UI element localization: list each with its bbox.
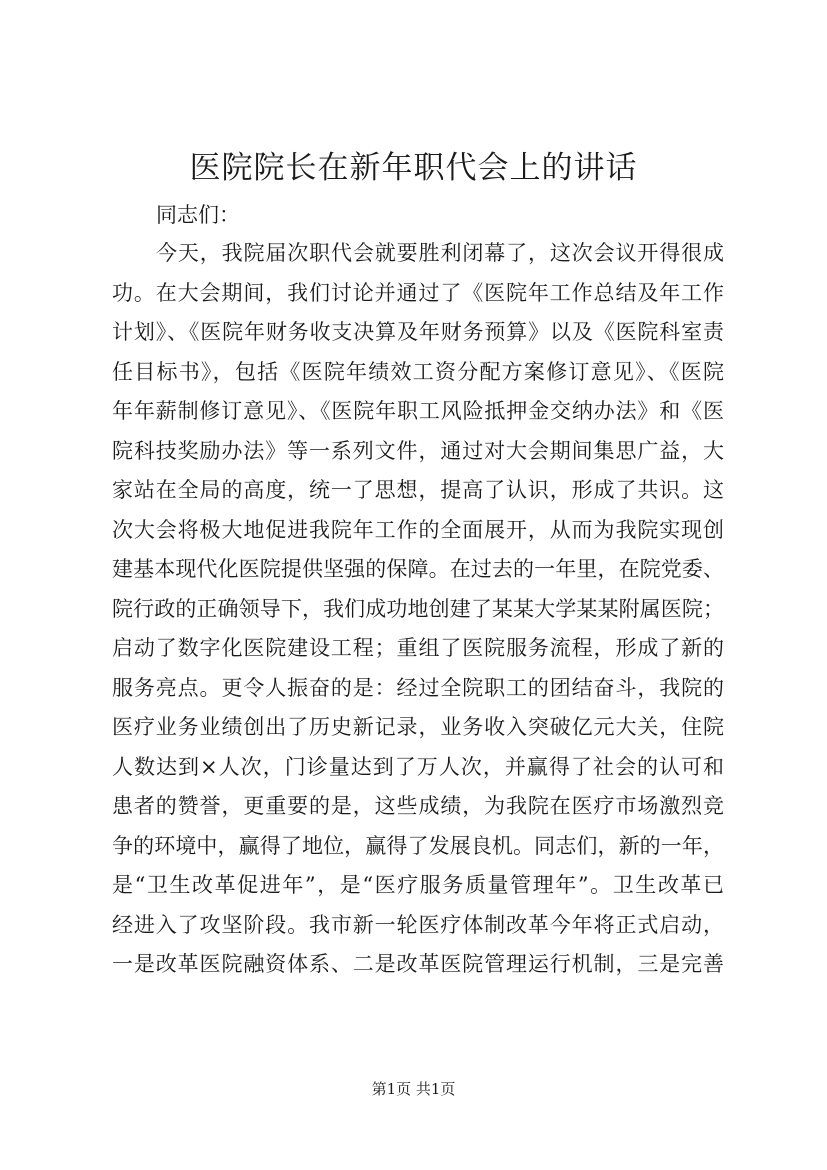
body-line: 启动了数字化医院建设工程；重组了医院服务流程，形成了新的 — [112, 636, 724, 660]
body-line: 院行政的正确领导下，我们成功地创建了某某大学某某附属医院； — [112, 596, 724, 621]
body-line: 医疗业务业绩创出了历史新记录，业务收入突破亿元大关，住院 — [112, 715, 724, 739]
body-line: 年年薪制修订意见》、《医院年职工风险抵押金交纳办法》和《医 — [112, 399, 724, 423]
greeting-text: 同志们： — [156, 203, 240, 227]
body-line: 患者的赞誉，更重要的是，这些成绩，为我院在医疗市场激烈竞 — [112, 794, 724, 818]
page-footer: 第1页 共1页 — [371, 1080, 456, 1098]
body-line: 次大会将极大地促进我院年工作的全面展开，从而为我院实现创 — [112, 517, 724, 542]
body-line: 一是改革医院融资体系、二是改革医院管理运行机制，三是完善 — [112, 952, 724, 976]
body-line: 院科技奖励办法》等一系列文件，通过对大会期间集思广益，大 — [112, 438, 724, 463]
body-line: 争的环境中，赢得了地位，赢得了发展良机。同志们，新的一年， — [112, 833, 724, 858]
document-title: 医院院长在新年职代会上的讲话 — [189, 150, 638, 186]
body-line: 家站在全局的高度，统一了思想，提高了认识，形成了共识。这 — [112, 478, 724, 502]
body-line: 服务亮点。更令人振奋的是：经过全院职工的团结奋斗，我院的 — [112, 675, 724, 700]
body-line: 任目标书》，包括《医院年绩效工资分配方案修订意见》、《医院 — [112, 359, 724, 384]
body-line: 人数达到×人次，门诊量达到了万人次，并赢得了社会的认可和 — [112, 754, 724, 779]
body-line: 建基本现代化医院提供坚强的保障。在过去的一年里，在院党委、 — [112, 557, 724, 581]
body-line: 今天，我院届次职代会就要胜利闭幕了，这次会议开得很成 — [156, 241, 724, 265]
body-line: 功。在大会期间，我们讨论并通过了《医院年工作总结及年工作 — [112, 280, 724, 305]
body-paragraph — [112, 234, 724, 985]
body-line: 经进入了攻坚阶段。我市新一轮医疗体制改革今年将正式启动， — [112, 912, 724, 937]
body-line: 计划》、《医院年财务收支决算及年财务预算》以及《医院科室责 — [112, 320, 724, 344]
body-line: 是“卫生改革促进年”，是“医疗服务质量管理年”。卫生改革已 — [112, 873, 724, 897]
